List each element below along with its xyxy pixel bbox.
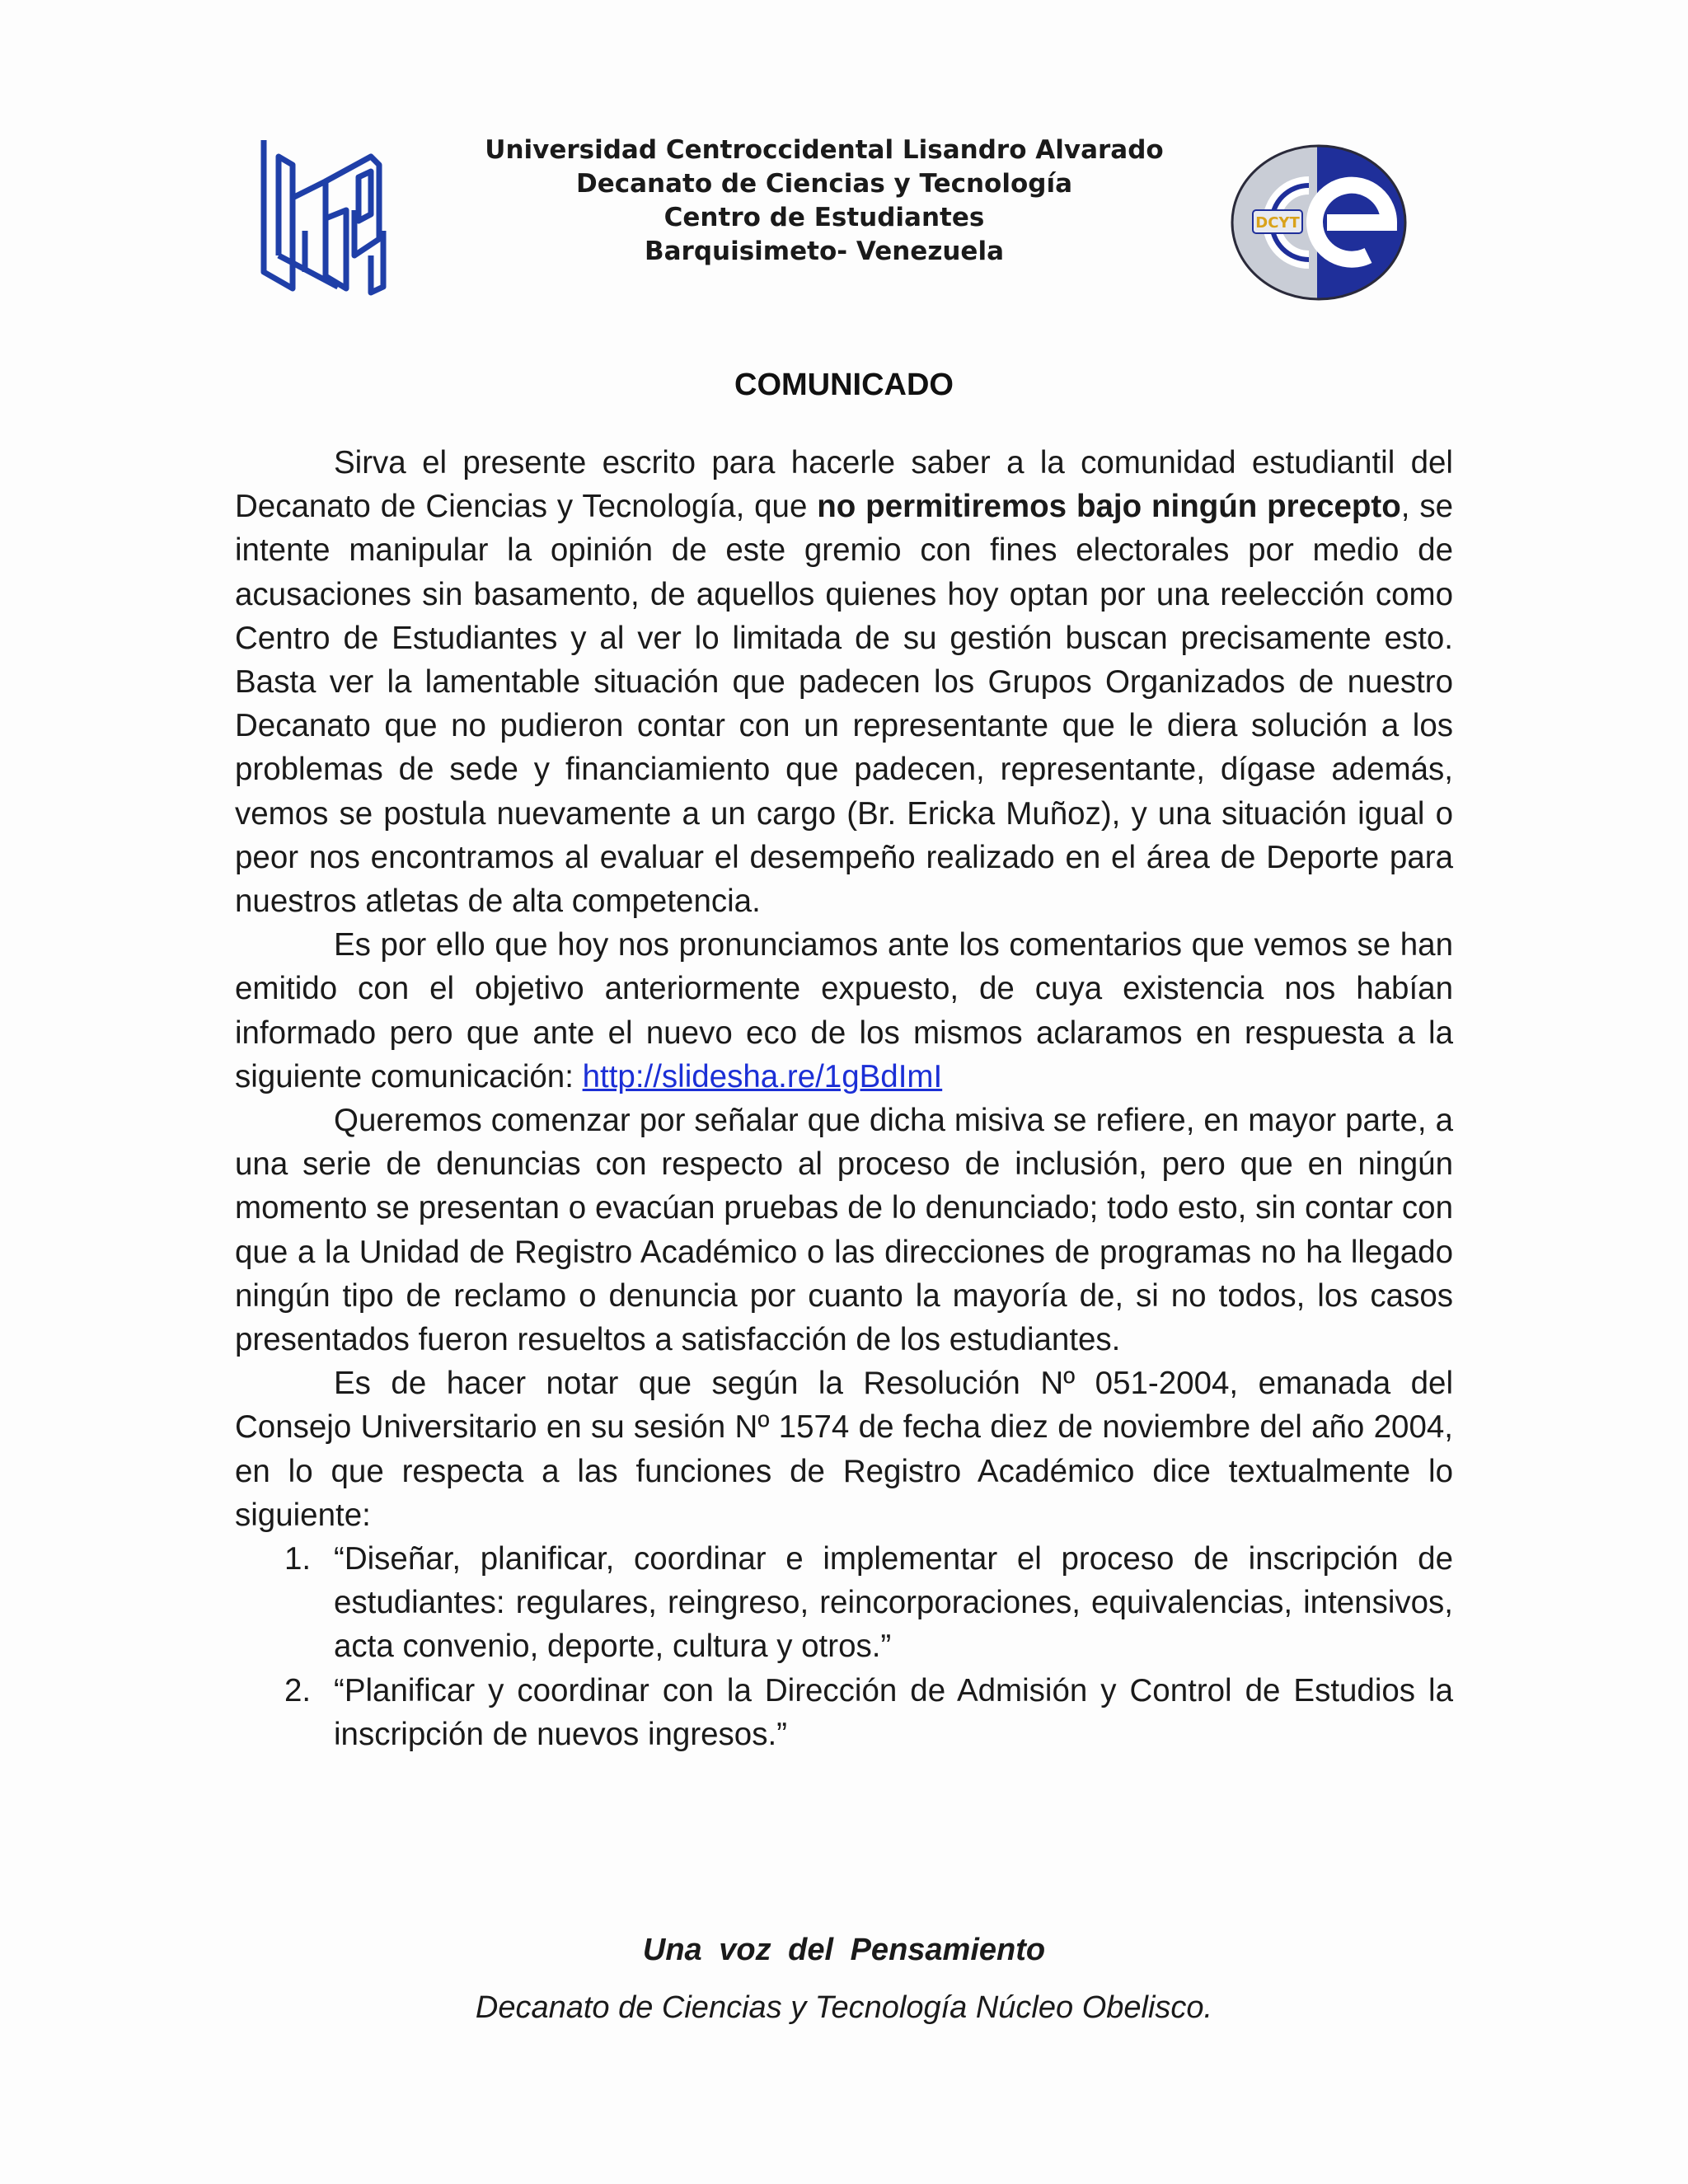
location: Barquisimeto- Venezuela [645, 237, 1004, 266]
faculty-name: Decanato de Ciencias y Tecnología [575, 169, 1073, 199]
list-item-text: “Diseñar, planificar, coordinar e implementar el proceso de inscripción de estudiantes: regulares, reingreso, reincorporaciones, equivalencias, intensivos, acta convenio, deporte, cultura y otros.” [334, 1541, 1453, 1665]
document-body [235, 441, 1453, 1756]
paragraph-2 [235, 923, 1453, 1099]
slideshare-link[interactable]: http://slidesha.re/1gBdImI [582, 1058, 943, 1094]
paragraph-4: Es de hacer notar que según la Resolución Nº 051-2004, emanada del Consejo Universitario en su sesión Nº 1574 de fecha diez de noviembre del año 2004, en lo que respecta a las funciones de Registro Académico dice textualmente lo siguiente: [235, 1366, 1453, 1533]
list-item-text: “Planificar y coordinar con la Dirección de Admisión y Control de Estudios la inscripción de nuevos ingresos.” [334, 1672, 1453, 1752]
paragraph-1-text-b: , se intente manipular la opinión de este gremio con fines electorales por medio de acusaciones sin basamento, de aquellos quienes hoy optan por una reelección como Centro de Estudiantes y al ver lo limitada de su gestión buscan precisamente esto. Basta ver la lamentable situación que padecen los Grupos Organizados de nuestro Decanato que no pudieron contar con un representante que le diera solución a los problemas de sede y financiamiento que padecen, representante, dígase además, vemos se postula nuevamente a un cargo (Br. Ericka Muñoz), y una situación igual o peor nos encontramos al evaluar el desempeño realizado en el área de Deporte para nuestros atletas de alta competencia. [235, 489, 1453, 920]
closing-motto: Una voz del Pensamiento [642, 1933, 1046, 1967]
functions-list [235, 1537, 1453, 1756]
list-item-number: 2. [284, 1672, 312, 1708]
closing-signature: Decanato de Ciencias y Tecnología Núcleo Obelisco. [475, 1990, 1213, 2025]
paragraph-1-text-a: Sirva el presente escrito para hacerle saber a la comunidad estudiantil del Decanato de Ciencias y Tecnología, que [235, 445, 1453, 525]
paragraph-3: Queremos comenzar por señalar que dicha misiva se refiere, en mayor parte, a una serie de denuncias con respecto al proceso de inclusión, pero que en ningún momento se presentan o evacúan pruebas de lo denunciado; todo esto, sin contar con que a la Unidad de Registro Académico o las direcciones de programas no ha llegado ningún tipo de reclamo o denuncia por cuanto la mayoría de, si no todos, los casos presentados fueron resueltos a satisfacción de los estudiantes. [235, 1103, 1453, 1358]
list-item [235, 1669, 1453, 1756]
dcyt-logo-text: DCYT [1255, 214, 1300, 232]
paragraph-2-text: Es por ello que hoy nos pronunciamos ante los comentarios que vemos se han emitido con el objetivo anteriormente expuesto, de cuya existencia nos habían informado pero que ante el nuevo eco de los mismos aclaramos en respuesta a la siguiente comunicación: [235, 927, 1453, 1094]
student-center-logo-icon [1228, 140, 1409, 305]
document-title: COMUNICADO [734, 368, 954, 402]
paragraph-1 [235, 441, 1453, 923]
university-name: Universidad Centroccidental Lisandro Alvarado [485, 135, 1164, 165]
paragraph-1-bold: no permitiremos bajo ningún precepto [817, 489, 1401, 525]
student-center-name: Centro de Estudiantes [663, 203, 985, 232]
list-item [235, 1537, 1453, 1669]
letterhead [429, 134, 1220, 269]
list-item-number: 1. [284, 1541, 312, 1577]
ucla-logo-icon [247, 132, 387, 297]
